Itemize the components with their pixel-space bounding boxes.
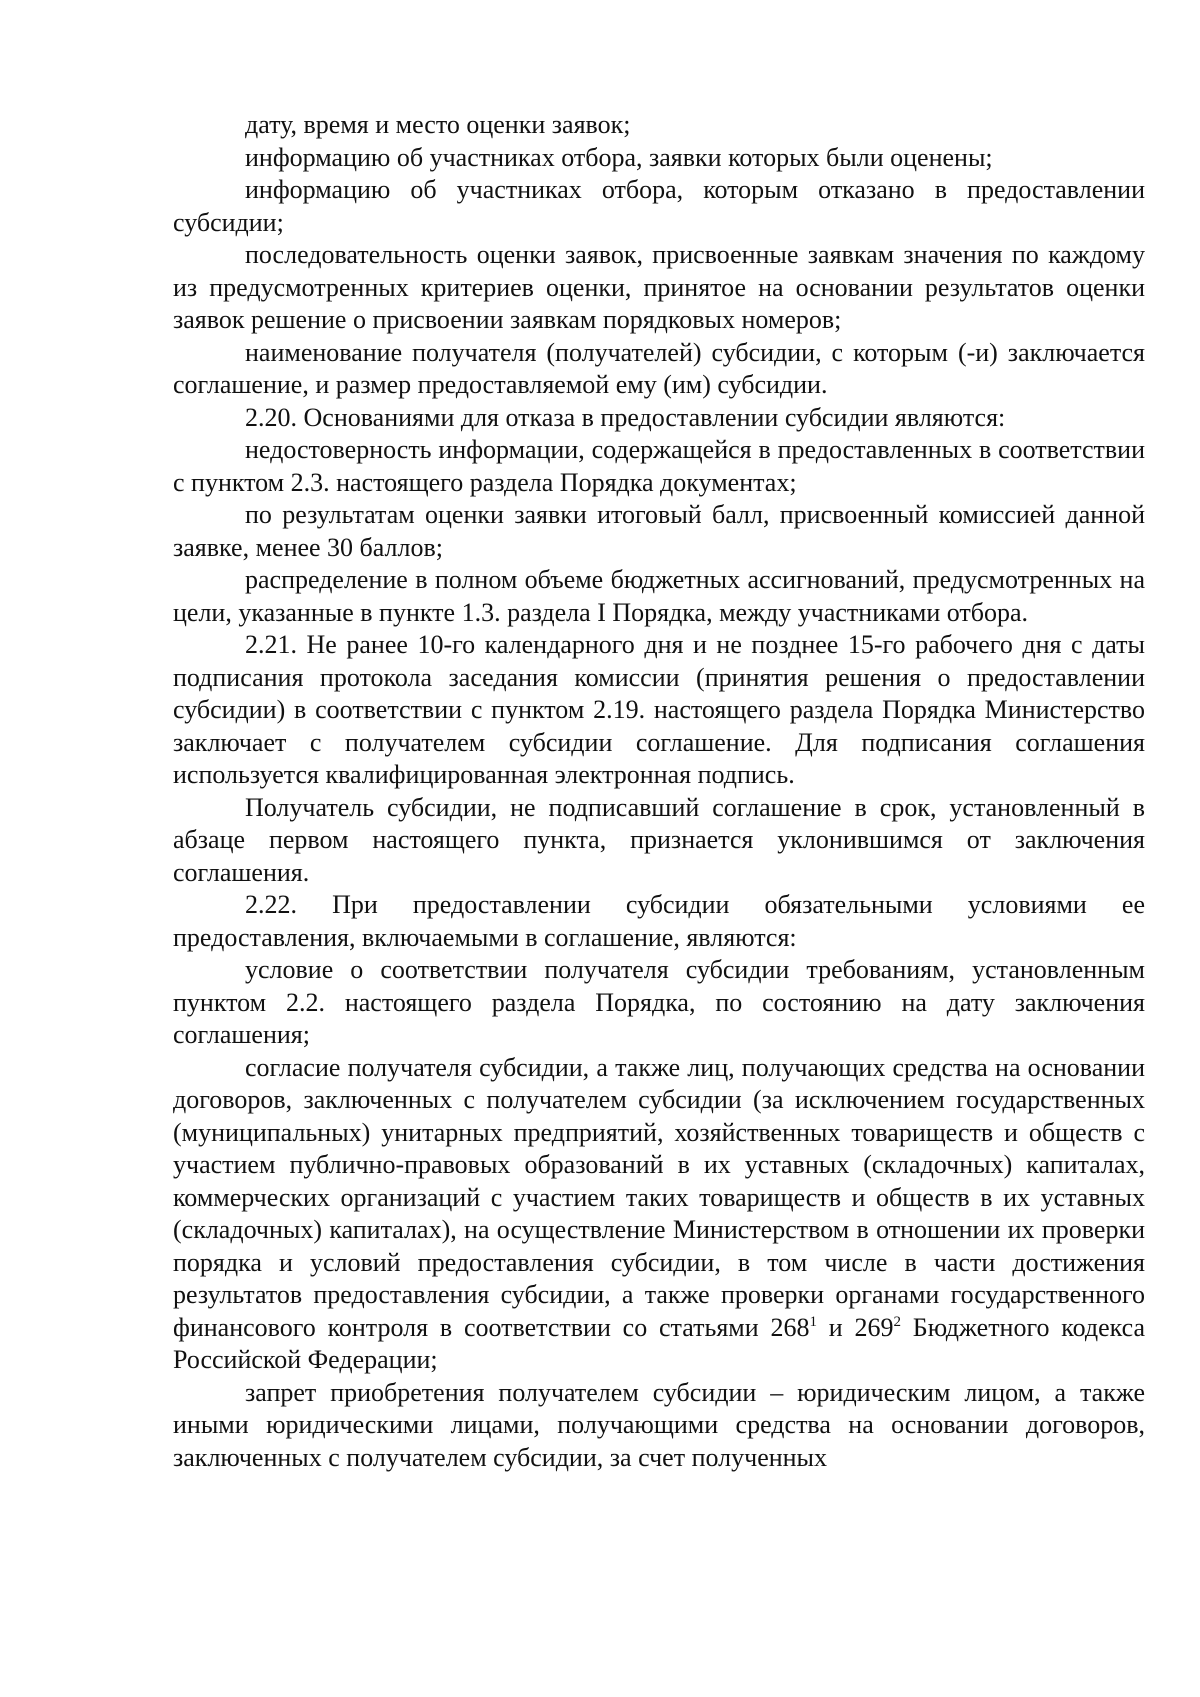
paragraph-evading-recipient: Получатель субсидии, не подписавший соглашение в срок, установленный в абзаце первом настоящего пункта, признается уклонившимся от заключения соглашения. [173, 792, 1145, 887]
paragraph-purchase-ban: запрет приобретения получателем субсидии – юридическим лицом, а также иными юридическими лицами, получающими средства на основании договоров, заключенных с получателем субсидии, за счет полученных [173, 1377, 1145, 1472]
document-page [173, 109, 1145, 1474]
paragraph-low-score: по результатам оценки заявки итоговый балл, присвоенный комиссией данной заявке, менее 30 баллов; [173, 500, 1145, 562]
consent-text-code: Бюджетного кодекса Российской Федерации; [173, 1312, 1145, 1374]
paragraph-assessment-sequence: последовательность оценки заявок, присвоенные заявкам значения по каждому из предусмотренных критериев оценки, принятое на основании результатов оценки заявок решение о присвоении заявкам порядковых номеров; [173, 240, 1145, 334]
paragraph-2-20: 2.20. Основаниями для отказа в предоставлении субсидии являются: [245, 402, 1006, 432]
paragraph-2-22: 2.22. При предоставлении субсидии обязательными условиями ее предоставления, включаемыми в соглашение, являются: [173, 890, 1145, 952]
paragraph-assessed-participants: информацию об участниках отбора, заявки которых были оценены; [245, 142, 993, 172]
superscript-2: 2 [893, 1313, 901, 1330]
superscript-1: 1 [809, 1313, 817, 1330]
paragraph-refused-participants: информацию об участниках отбора, которым отказано в предоставлении субсидии; [173, 175, 1145, 237]
consent-text: согласие получателя субсидии, а также лиц, получающих средства на основании договоров, заключенных с получателем субсидии (за исключением государственных (муниципальных) унитарных предприятий, хозяйственных товариществ и обществ с участием публично-правовых образований в их уставных (складочных) капиталах, коммерческих организаций с участием таких товариществ и обществ в их уставных (складочных) капиталах), на осуществление Министерством в отношении их проверки порядка и условий предоставления субсидии, в том числе в части достижения результатов предоставления субсидии, а также проверки органами государственного финансового контроля в соответствии со статьями 268 [173, 1052, 1145, 1342]
paragraph-consent [173, 1052, 1145, 1377]
paragraph-recipient-name: наименование получателя (получателей) субсидии, с которым (-и) заключается соглашение, и размер предоставляемой ему (им) субсидии. [173, 337, 1145, 399]
consent-text-and: и 269 [816, 1312, 894, 1342]
paragraph-compliance-condition: условие о соответствии получателя субсидии требованиям, установленным пунктом 2.2. настоящего раздела Порядка, по состоянию на дату заключения соглашения; [173, 955, 1145, 1049]
paragraph-2-21: 2.21. Не ранее 10-го календарного дня и не позднее 15-го рабочего дня с даты подписания протокола заседания комиссии (принятия решения о предоставлении субсидии) в соответствии с пунктом 2.19. настоящего раздела Порядка Министерство заключает с получателем субсидии соглашение. Для подписания соглашения используется квалифицированная электронная подпись. [173, 630, 1145, 789]
paragraph-full-allocation: распределение в полном объеме бюджетных ассигнований, предусмотренных на цели, указанные в пункте 1.3. раздела I Порядка, между участниками отбора. [173, 565, 1145, 627]
paragraph-unreliable-info: недостоверность информации, содержащейся в предоставленных в соответствии с пунктом 2.3. настоящего раздела Порядка документах; [173, 435, 1145, 497]
paragraph-assessment-date: дату, время и место оценки заявок; [245, 110, 631, 139]
